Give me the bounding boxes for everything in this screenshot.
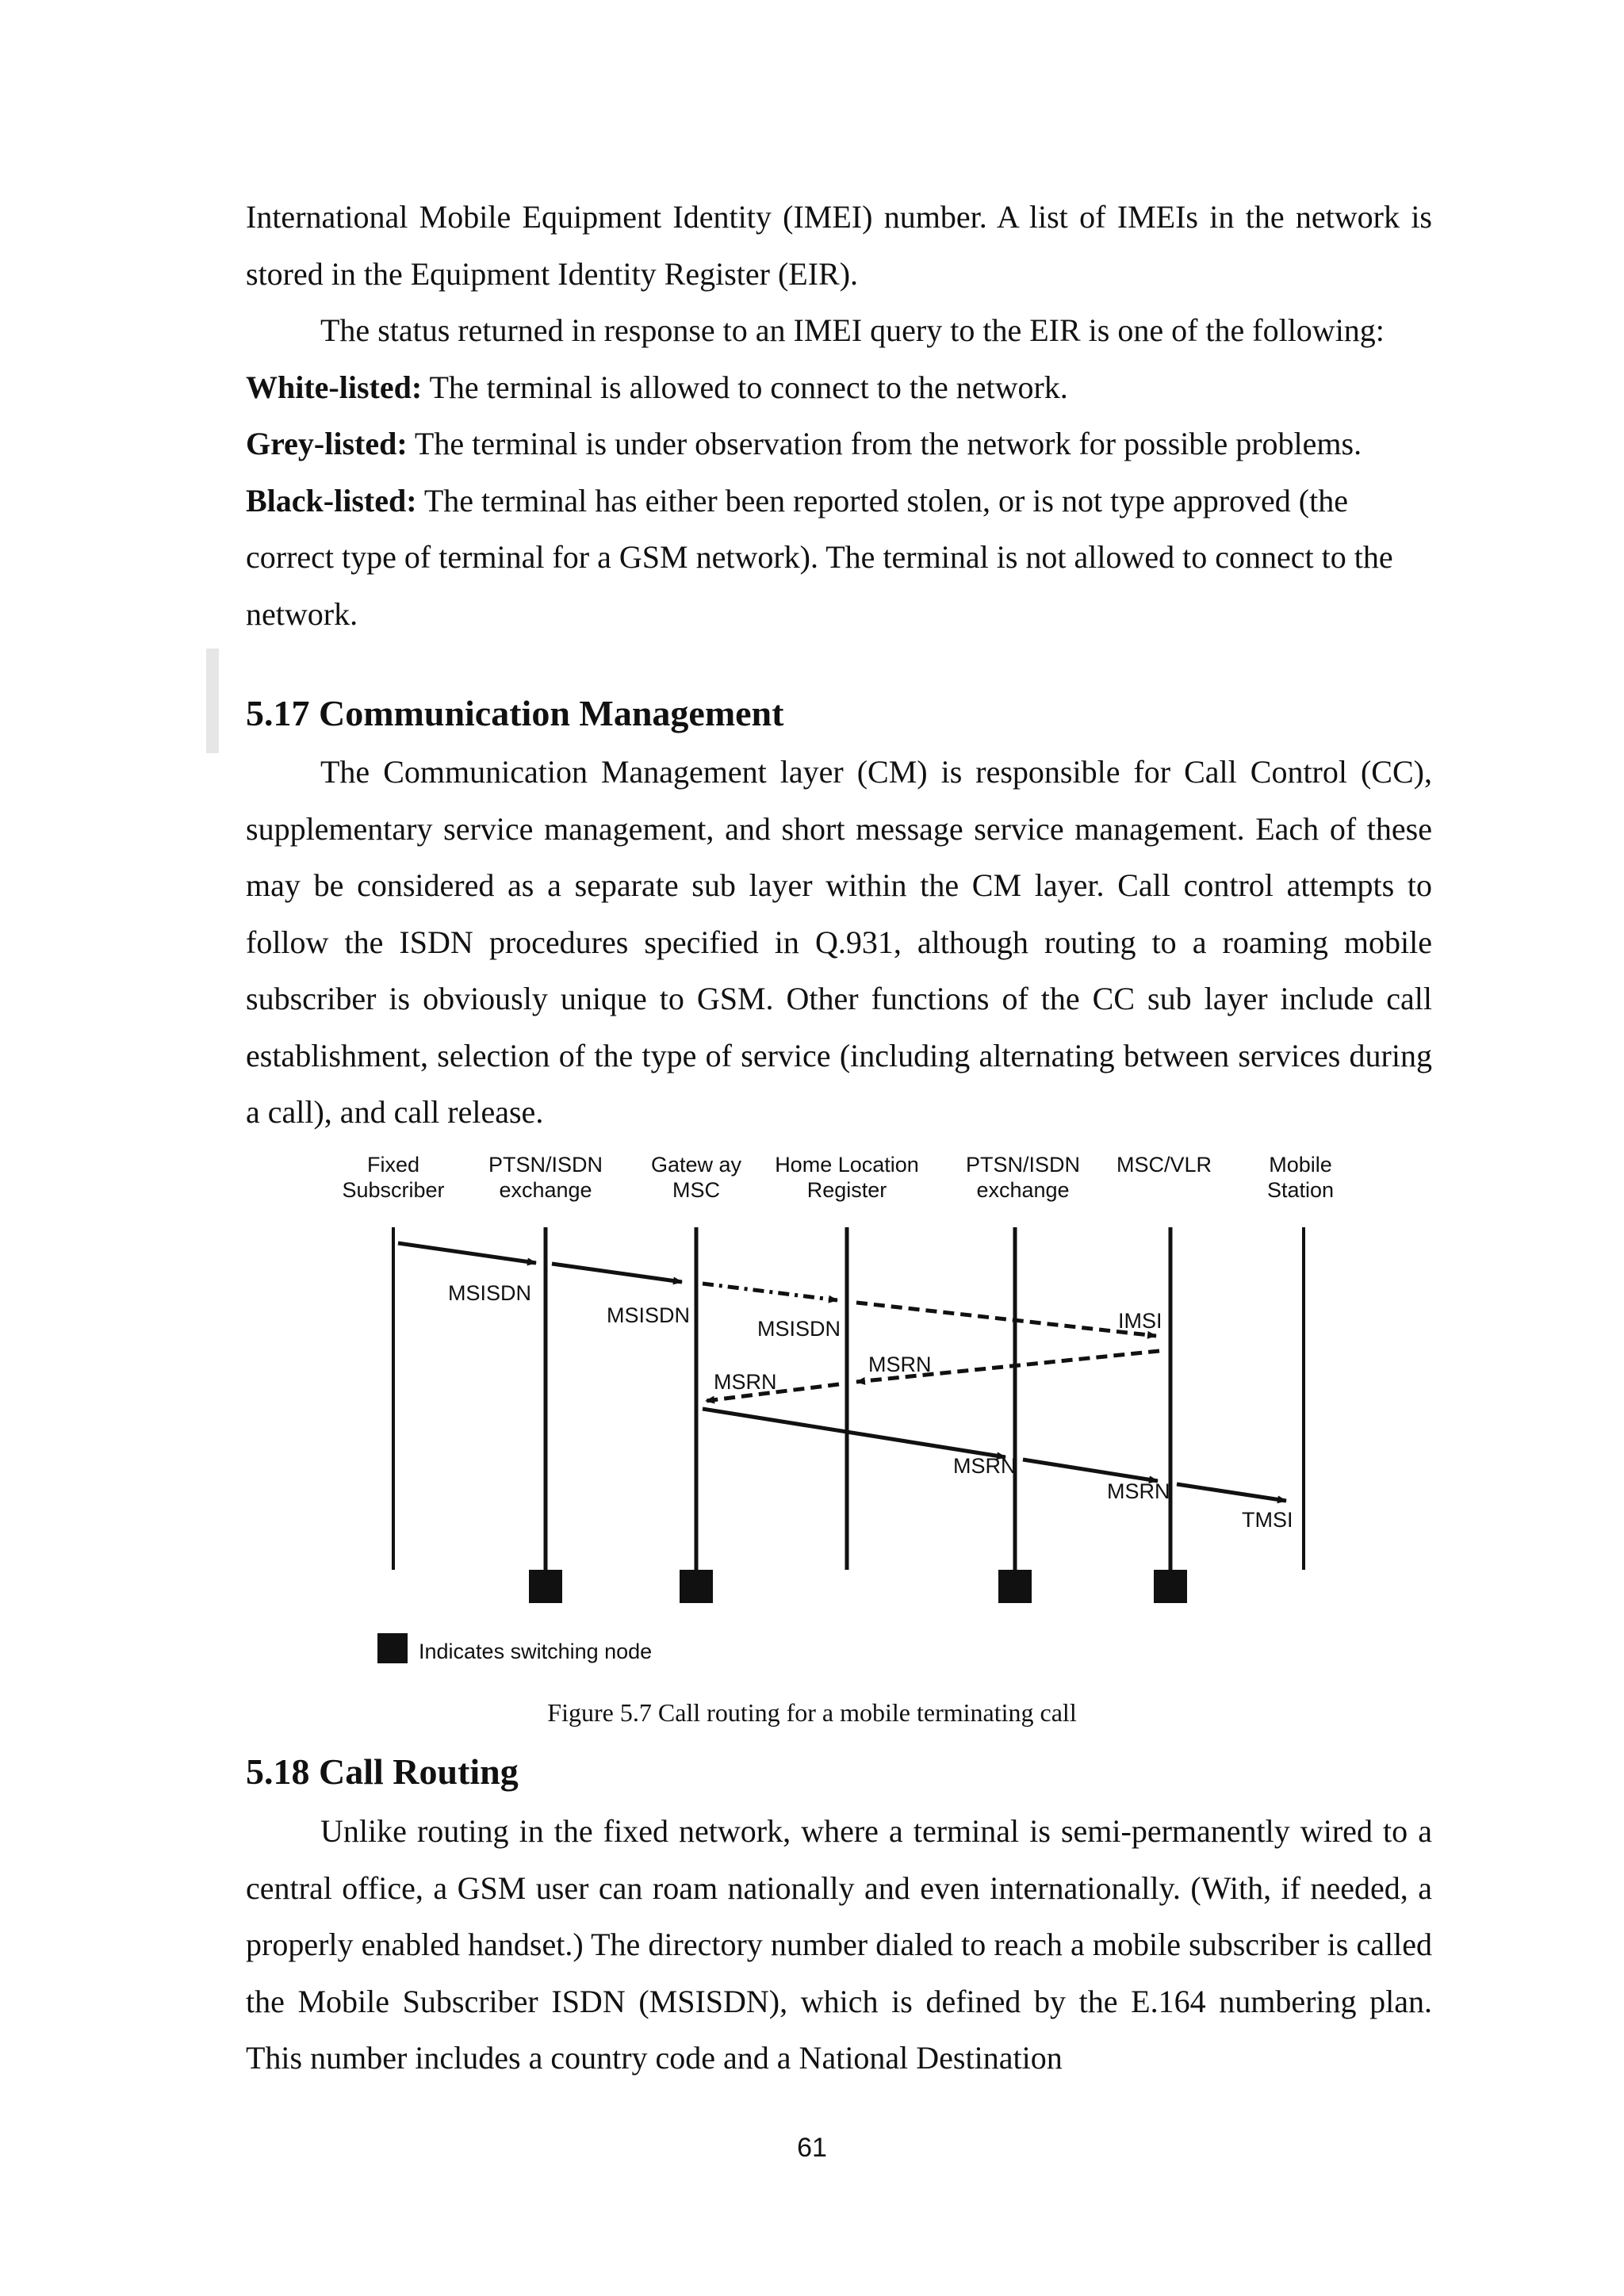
term-grey: Grey-listed: [246, 426, 408, 461]
message-arrow [398, 1243, 536, 1263]
desc-black: The terminal has either been reported stolen, or is not type approved (the correct type of terminal for a GSM network). The terminal is not allowed to connect to the network. [246, 482, 1393, 632]
switching-node-icon [1154, 1570, 1187, 1603]
section-518-body: Unlike routing in the fixed network, where a terminal is semi-permanently wired to a central office, a GSM user can roam nationally and even internationally. (With, if needed, a properly enabled handset.) The directory number dialed to reach a mobile subscriber is called the Mobile Subscriber ISDN (MSISDN), which is defined by the E.164 numbering plan. This number includes a country code and a National Destination [246, 1813, 1432, 2076]
desc-white: The terminal is allowed to connect to the network. [422, 369, 1068, 405]
switching-node-icon [529, 1570, 562, 1603]
column-header-line1: PTSN/ISDN [488, 1153, 603, 1177]
message-arrow [856, 1303, 1156, 1336]
column-header-line2: Station [1266, 1178, 1335, 1202]
section-518-block [246, 1803, 1432, 2087]
intro-block [246, 189, 1432, 642]
message-label: IMSI [1118, 1309, 1162, 1333]
page-number: 61 [797, 2133, 827, 2163]
section-517-body: The Communication Management layer (CM) is responsible for Call Control (CC), supplementary service management, and short message service management. Each of these may be considered as a separate sub layer within the CM layer. Call control attempts to follow the ISDN procedures specified in Q.931, although routing to a roaming mobile subscriber is obviously unique to GSM. Other functions of the CC sub layer include call establishment, selection of the type of service (including alternating between services during a call), and call release. [246, 754, 1432, 1130]
column-header-line2: Register [806, 1178, 887, 1202]
column-header-line1: Fixed [366, 1153, 420, 1177]
section-517-block [246, 744, 1432, 1141]
message-label: TMSI [1242, 1508, 1293, 1532]
revision-bar [206, 649, 219, 753]
column-header-line1: MSC/VLR [1116, 1153, 1212, 1177]
column-header-line2: exchange [499, 1178, 592, 1202]
switching-node-icon [680, 1570, 713, 1603]
column-header-line1: Gatew ay [650, 1153, 742, 1177]
desc-grey: The terminal is under observation from the network for possible problems. [407, 426, 1362, 461]
legend-label: Indicates switching node [419, 1640, 653, 1663]
message-label: MSRN [953, 1454, 1017, 1478]
message-label: MSISDN [607, 1303, 691, 1327]
column-header-line1: Home Location [775, 1153, 919, 1177]
message-arrow [1023, 1460, 1158, 1481]
column-header-line1: PTSN/ISDN [965, 1153, 1081, 1177]
intro-paragraph: International Mobile Equipment Identity (IMEI) number. A list of IMEIs in the network is stored in the Equipment Identity Register (EIR). [246, 199, 1432, 292]
term-white: White-listed: [246, 369, 423, 405]
sequence-diagram [317, 1142, 1348, 1681]
message-label: MSISDN [448, 1281, 532, 1305]
column-header-line1: Mobile [1269, 1153, 1332, 1177]
message-label: MSISDN [757, 1317, 841, 1341]
list-item-black [246, 473, 1432, 643]
column-header-line2: MSC [672, 1178, 720, 1202]
legend-switching-node-icon [377, 1633, 408, 1663]
heading-communication-management: 5.17 Communication Management [246, 693, 784, 733]
status-intro: The status returned in response to an IMEI query to the EIR is one of the following: [320, 312, 1385, 348]
term-black: Black-listed: [246, 482, 417, 519]
switching-node-icon [998, 1570, 1032, 1603]
message-arrow [1177, 1484, 1286, 1501]
message-label: MSRN [1107, 1479, 1170, 1503]
figure-caption: Figure 5.7 Call routing for a mobile terminating call [547, 1698, 1077, 1727]
call-routing-figure [317, 1142, 1348, 1681]
message-arrow [703, 1409, 1005, 1457]
message-arrow [552, 1264, 682, 1282]
message-arrow [703, 1284, 837, 1300]
column-header-line2: exchange [976, 1178, 1070, 1202]
column-header-line2: Subscriber [342, 1178, 445, 1202]
list-item-grey [246, 415, 1432, 473]
message-label: MSRN [714, 1370, 777, 1394]
list-item-white [246, 359, 1432, 416]
message-label: MSRN [868, 1353, 932, 1376]
heading-call-routing: 5.18 Call Routing [246, 1751, 519, 1792]
